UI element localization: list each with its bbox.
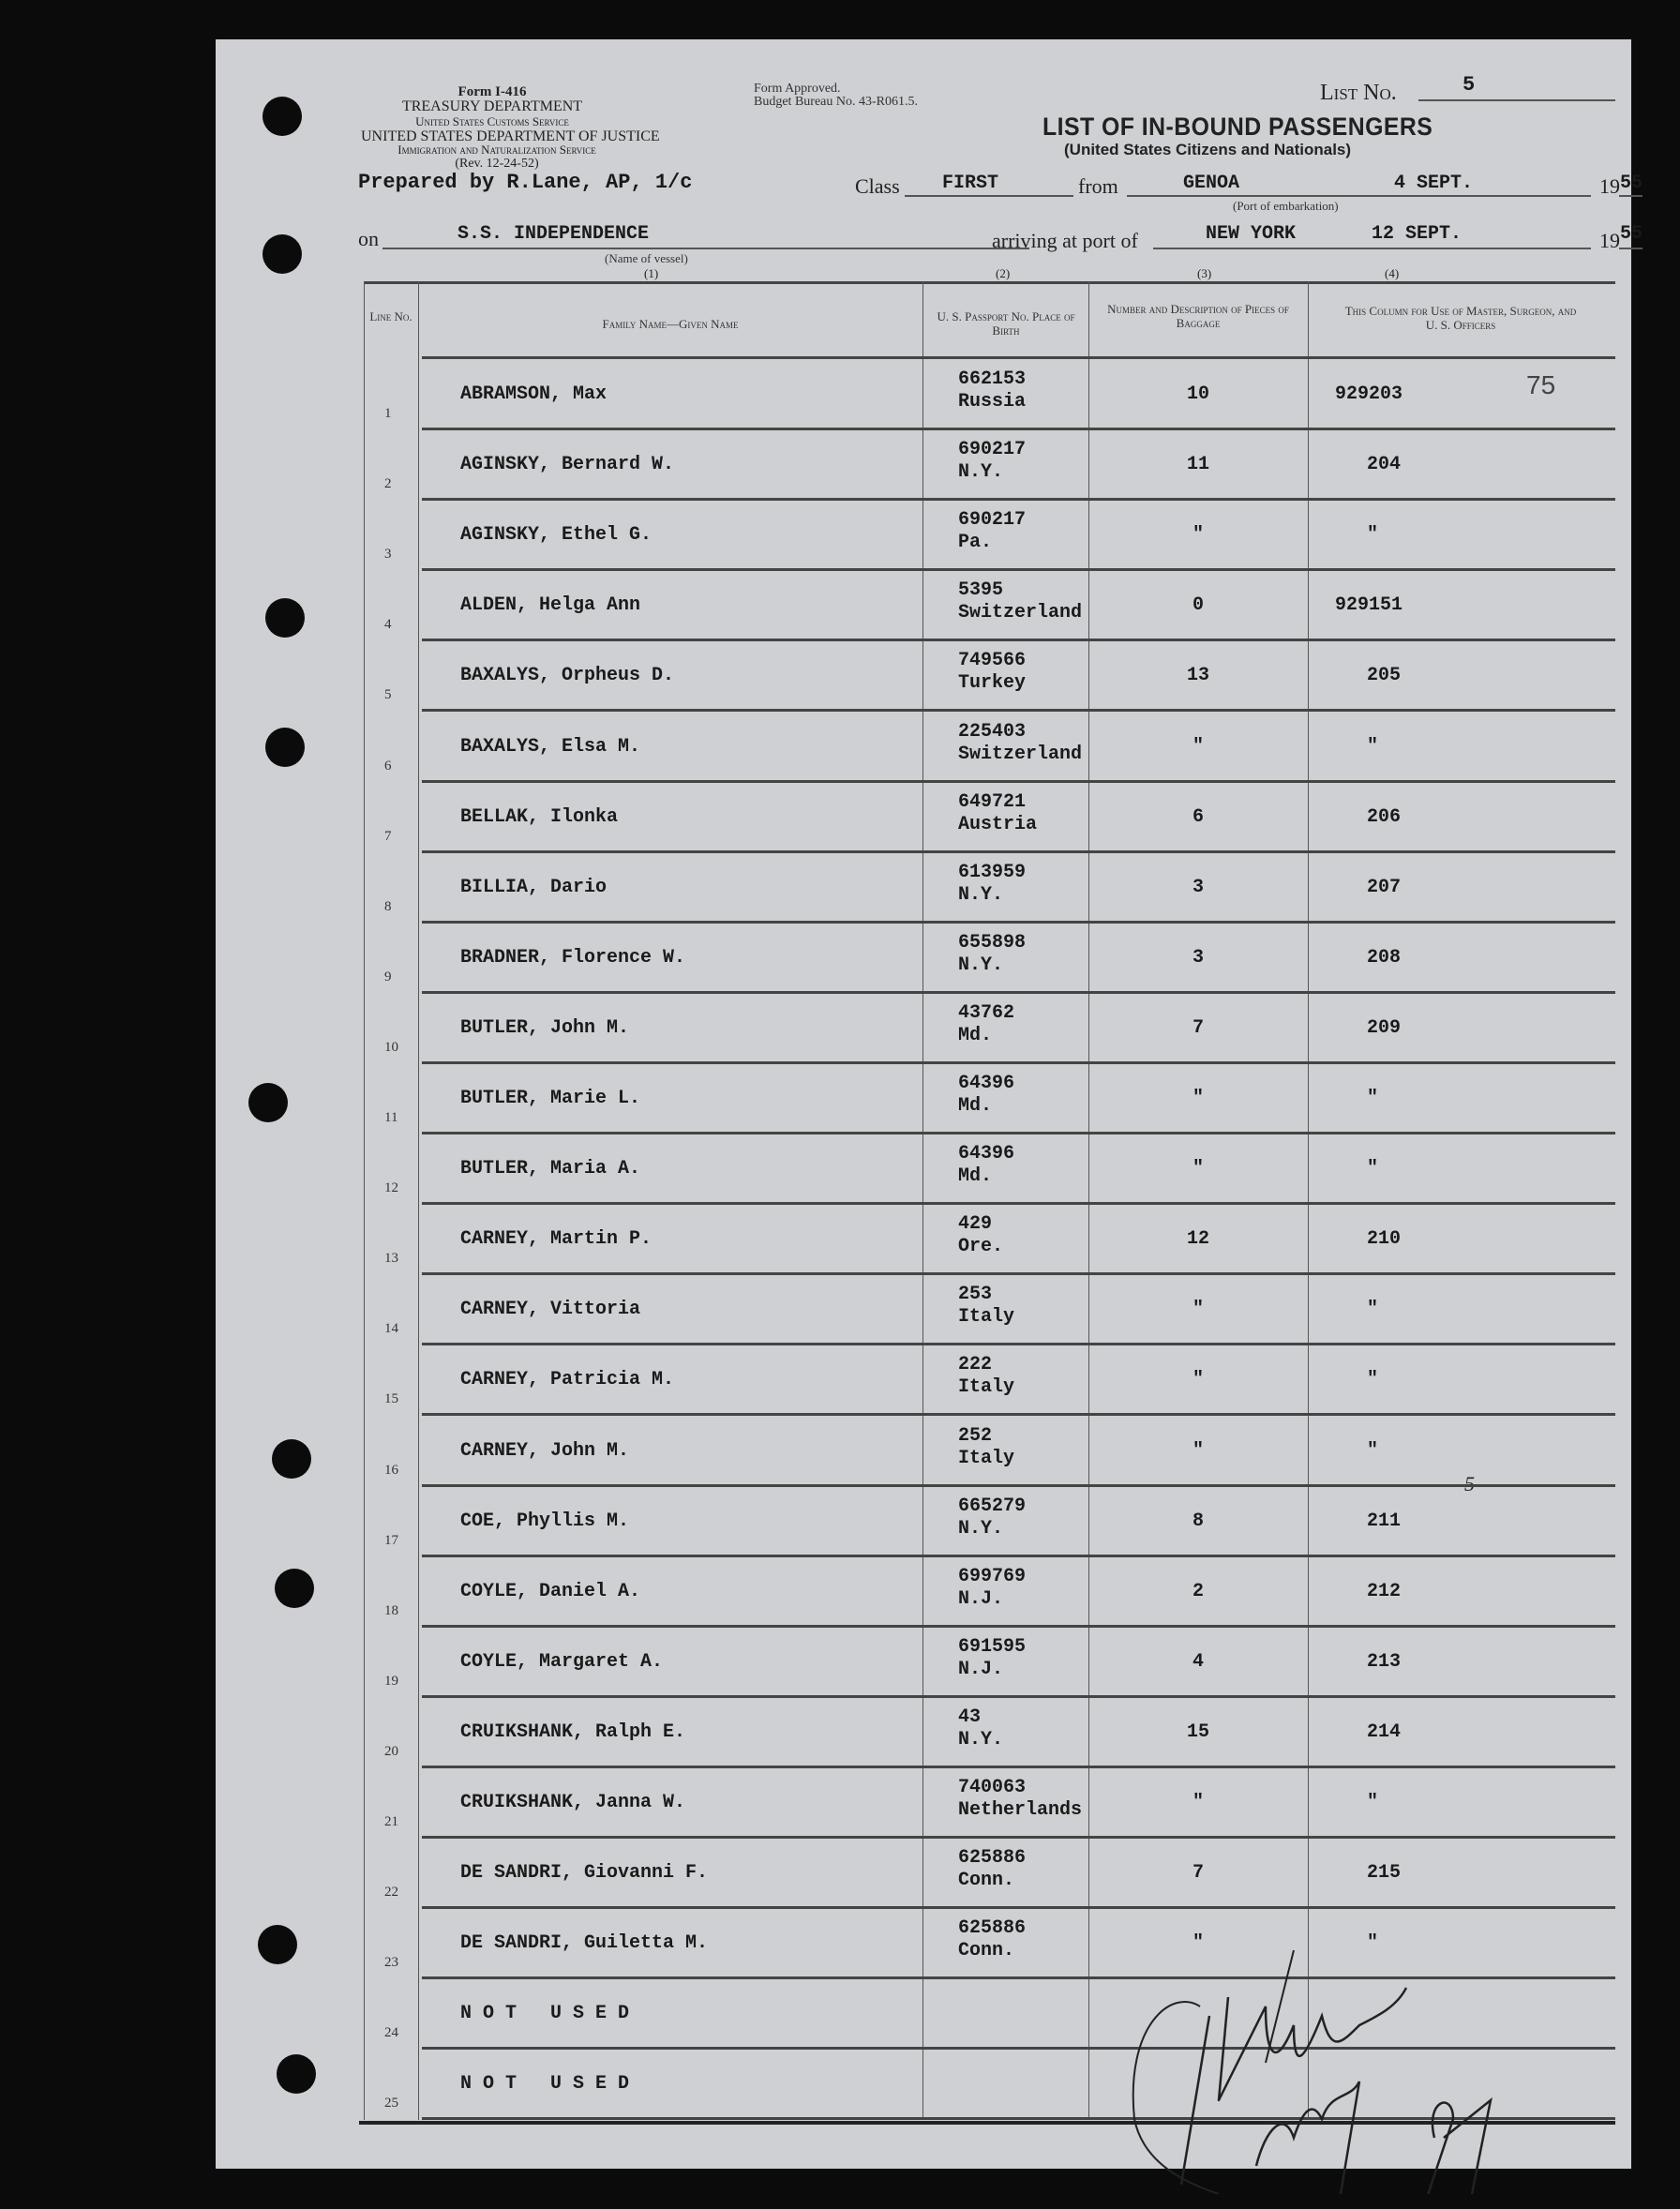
place-of-birth: Netherlands [958, 1799, 1083, 1821]
line-number: 1 [384, 406, 392, 421]
passenger-name: BUTLER, John M. [460, 1016, 630, 1039]
baggage-count: " [1192, 1088, 1204, 1109]
officer-entry: " [1367, 1439, 1379, 1462]
line-number: 6 [384, 758, 392, 774]
passport-number: 740063 [958, 1777, 1027, 1798]
table-row [364, 570, 1615, 640]
dept-justice: UNITED STATES DEPARTMENT OF JUSTICE [361, 128, 660, 144]
class-label: Class [855, 174, 900, 198]
passport-number: 64396 [958, 1143, 1015, 1165]
table-row [364, 923, 1615, 993]
officer-entry: 209 [1367, 1016, 1402, 1039]
passport-number: 690217 [958, 509, 1027, 532]
place-of-birth: N.J. [958, 1658, 1004, 1680]
place-of-birth: Ore. [958, 1236, 1004, 1258]
punch-hole [258, 1925, 297, 1964]
place-of-birth: Switzerland [958, 743, 1083, 765]
line-number: 21 [384, 1814, 398, 1829]
from-year-underline [1619, 195, 1642, 197]
punch-hole [262, 234, 302, 274]
line-number: 4 [384, 617, 392, 633]
table-row [364, 1627, 1615, 1697]
passport-number: 43762 [958, 1001, 1015, 1024]
baggage-count: 6 [1192, 805, 1204, 828]
header-officers: This Column for Use of Master, Surgeon, and U. S. Officers [1344, 304, 1577, 332]
table-row [364, 1063, 1615, 1134]
officer-entry: 204 [1367, 454, 1402, 476]
header-line-no: Line No. [369, 309, 412, 323]
passenger-name: BILLIA, Dario [460, 876, 608, 898]
arrival-year-underline [1619, 248, 1642, 249]
place-of-birth: N.Y. [958, 954, 1004, 976]
line-number: 20 [384, 1743, 398, 1759]
baggage-count: 3 [1192, 946, 1204, 969]
col-num-4: (4) [1385, 266, 1400, 280]
passenger-name: BUTLER, Marie L. [460, 1088, 641, 1109]
baggage-count: 15 [1186, 1721, 1209, 1743]
port-caption: (Port of embarkation) [1233, 199, 1339, 213]
passenger-name: DE SANDRI, Guiletta M. [460, 1932, 709, 1955]
table-row [364, 1556, 1615, 1627]
class-underline [905, 195, 1073, 197]
on-label: on [358, 227, 379, 250]
page-title: LIST OF IN-BOUND PASSENGERS [1042, 113, 1433, 141]
dept-treasury: TREASURY DEPARTMENT [401, 98, 583, 114]
table-row [364, 1838, 1615, 1908]
passport-number: 649721 [958, 790, 1027, 813]
line-number: 16 [384, 1462, 398, 1478]
passport-number: 625886 [958, 1917, 1027, 1940]
passport-number: 655898 [958, 931, 1027, 954]
from-label: from [1078, 174, 1118, 198]
prepared-by: Prepared by R.Lane, AP, 1/c [358, 171, 693, 194]
list-no-underline [1418, 99, 1615, 101]
from-year-prefix: 19 [1599, 174, 1620, 198]
baggage-count: 2 [1192, 1580, 1204, 1602]
passport-number: 662153 [958, 368, 1027, 390]
baggage-count: 7 [1192, 1862, 1204, 1885]
table-row [364, 359, 1615, 429]
header-rule [422, 356, 1615, 359]
baggage-count: " [1192, 1792, 1204, 1813]
baggage-count: 7 [1192, 1016, 1204, 1039]
officer-entry: " [1367, 1299, 1379, 1321]
form-revision: (Rev. 12-24-52) [455, 157, 539, 171]
officer-entry: 205 [1367, 665, 1402, 687]
passport-number: 222 [958, 1354, 993, 1376]
baggage-count: " [1192, 1439, 1204, 1462]
passport-number: 613959 [958, 861, 1027, 883]
officer-note: 75 [1526, 370, 1556, 399]
dept-treasury-sub: United States Customs Service [415, 114, 569, 128]
baggage-count: " [1192, 1158, 1204, 1180]
vessel-caption: (Name of vessel) [605, 251, 688, 265]
header-baggage: Number and Description of Pieces of Baggage [1107, 302, 1289, 330]
officer-entry: 213 [1367, 1650, 1402, 1673]
place-of-birth: Turkey [958, 672, 1027, 695]
place-of-birth: Italy [958, 1306, 1015, 1329]
place-of-birth: Italy [958, 1447, 1015, 1469]
officer-entry: 211 [1367, 1510, 1402, 1532]
passenger-name: CARNEY, Martin P. [460, 1228, 652, 1251]
line-number: 5 [384, 687, 392, 703]
punch-hole [262, 97, 302, 136]
passenger-table [364, 281, 1615, 2124]
baggage-count: 3 [1192, 876, 1204, 898]
list-no-label: List No. [1320, 81, 1397, 105]
line-number: 17 [384, 1532, 398, 1548]
officer-entry: " [1367, 1369, 1379, 1391]
line-number: 25 [384, 2096, 398, 2111]
passenger-name: COYLE, Margaret A. [460, 1650, 664, 1673]
budget-bureau: Budget Bureau No. 43-R061.5. [754, 95, 918, 109]
passport-number: 625886 [958, 1847, 1027, 1870]
place-of-birth: Md. [958, 1095, 993, 1117]
from-year: 55 [1620, 173, 1643, 194]
passport-number: 690217 [958, 439, 1027, 461]
line-number: 10 [384, 1039, 398, 1055]
vessel-underline [382, 248, 1029, 249]
line-number: 8 [384, 898, 392, 914]
line-number: 15 [384, 1391, 398, 1407]
passenger-name: AGINSKY, Bernard W. [460, 454, 675, 476]
passenger-name: N O T U S E D [460, 2003, 630, 2025]
baggage-count: 11 [1186, 454, 1209, 476]
passport-number: 252 [958, 1424, 993, 1447]
dept-justice-sub: Immigration and Naturalization Service [398, 143, 596, 157]
line-number: 18 [384, 1602, 398, 1618]
table-row [364, 1767, 1615, 1838]
officer-entry: 929203 [1335, 383, 1403, 405]
table-row [364, 429, 1615, 500]
place-of-birth: N.Y. [958, 461, 1004, 484]
place-of-birth: Austria [958, 813, 1038, 835]
officer-entry: " [1367, 1792, 1379, 1813]
place-of-birth: Switzerland [958, 602, 1083, 624]
place-of-birth: Conn. [958, 1940, 1015, 1962]
punch-hole [272, 1439, 311, 1479]
form-number: Form I-416 [458, 84, 527, 99]
place-of-birth: Md. [958, 1024, 993, 1046]
list-no-value: 5 [1462, 73, 1476, 97]
punch-hole [275, 1569, 314, 1608]
baggage-count: 8 [1192, 1510, 1204, 1532]
table-row [364, 712, 1615, 782]
from-port: GENOA [1183, 173, 1240, 194]
place-of-birth: Italy [958, 1376, 1015, 1399]
passport-number: 699769 [958, 1565, 1027, 1587]
passport-number: 43 [958, 1706, 982, 1728]
table-row [364, 1204, 1615, 1274]
col-num-1: (1) [644, 266, 659, 280]
table-row [364, 1416, 1615, 1486]
line-number: 24 [384, 2025, 398, 2041]
baggage-count: 12 [1186, 1228, 1209, 1251]
place-of-birth: N.J. [958, 1587, 1004, 1610]
line-number: 3 [384, 547, 392, 563]
passenger-name: BRADNER, Florence W. [460, 946, 686, 969]
header-name: Family Name—Given Name [602, 317, 739, 331]
vessel-name: S.S. INDEPENDENCE [458, 223, 650, 245]
table-row [364, 500, 1615, 570]
table-row [364, 782, 1615, 852]
baggage-count: " [1192, 735, 1204, 758]
line-number: 14 [384, 1321, 398, 1337]
officer-entry: 208 [1367, 946, 1402, 969]
officer-entry: 212 [1367, 1580, 1402, 1602]
officer-entry: " [1367, 735, 1379, 758]
officer-entry: 206 [1367, 805, 1402, 828]
passport-number: 64396 [958, 1073, 1015, 1094]
passport-number: 253 [958, 1284, 993, 1306]
officer-entry: 929151 [1335, 594, 1403, 617]
place-of-birth: Russia [958, 391, 1027, 413]
place-of-birth: N.Y. [958, 1728, 1004, 1751]
col-num-2: (2) [996, 266, 1011, 280]
officer-entry: " [1367, 524, 1379, 547]
passenger-name: ALDEN, Helga Ann [460, 594, 641, 617]
from-underline [1127, 195, 1591, 197]
baggage-count: 13 [1186, 665, 1209, 687]
passport-number: 691595 [958, 1635, 1027, 1658]
officer-entry: 210 [1367, 1228, 1402, 1251]
baggage-count: " [1192, 1932, 1204, 1955]
punch-hole [265, 728, 305, 767]
line-number: 9 [384, 969, 392, 984]
baggage-count: " [1192, 524, 1204, 547]
line-number: 11 [384, 1110, 398, 1125]
passport-number: 5395 [958, 579, 1004, 602]
place-of-birth: Conn. [958, 1870, 1015, 1892]
line-number: 22 [384, 1885, 398, 1901]
place-of-birth: N.Y. [958, 1517, 1004, 1540]
punch-hole [277, 2054, 316, 2094]
baggage-count: " [1192, 1299, 1204, 1321]
passenger-name: COE, Phyllis M. [460, 1510, 630, 1532]
table-row [364, 640, 1615, 711]
passport-number: 665279 [958, 1495, 1027, 1517]
table-row [364, 1134, 1615, 1204]
officer-entry: 215 [1367, 1862, 1402, 1885]
passenger-name: BUTLER, Maria A. [460, 1158, 641, 1180]
line-number: 19 [384, 1673, 398, 1689]
place-of-birth: Pa. [958, 532, 993, 554]
passenger-name: CARNEY, Patricia M. [460, 1369, 675, 1391]
passenger-name: N O T U S E D [460, 2073, 630, 2096]
officer-entry: 207 [1367, 876, 1402, 898]
line-number: 23 [384, 1955, 398, 1971]
table-row [364, 1345, 1615, 1415]
arrival-port: NEW YORK [1206, 223, 1297, 245]
class-value: FIRST [942, 173, 999, 194]
officer-entry: " [1367, 1158, 1379, 1180]
passenger-name: CRUIKSHANK, Ralph E. [460, 1721, 686, 1743]
passenger-name: AGINSKY, Ethel G. [460, 524, 652, 547]
punch-hole [248, 1083, 288, 1122]
table-row [364, 1274, 1615, 1345]
passport-number: 749566 [958, 650, 1027, 672]
passenger-name: COYLE, Daniel A. [460, 1580, 641, 1602]
baggage-count: 0 [1192, 594, 1204, 617]
passenger-name: CARNEY, Vittoria [460, 1299, 641, 1321]
line-number: 12 [384, 1180, 398, 1196]
place-of-birth: Md. [958, 1165, 993, 1188]
col-num-3: (3) [1197, 266, 1212, 280]
passport-number: 225403 [958, 720, 1027, 743]
baggage-count: " [1192, 1369, 1204, 1391]
arriving-label: arriving at port of [992, 229, 1138, 252]
officer-entry: 214 [1367, 1721, 1402, 1743]
arrival-year-prefix: 19 [1599, 229, 1620, 252]
passenger-name: BAXALYS, Orpheus D. [460, 665, 675, 687]
baggage-count: 4 [1192, 1650, 1204, 1673]
passenger-name: CRUIKSHANK, Janna W. [460, 1792, 686, 1813]
officer-entry: " [1367, 1088, 1379, 1109]
table-row [364, 993, 1615, 1063]
officer-signature [984, 1950, 1547, 2194]
officer-entry: " [1367, 1932, 1379, 1955]
punch-hole [265, 598, 305, 638]
line-number: 13 [384, 1251, 398, 1267]
table-row [364, 1486, 1615, 1556]
table-row [364, 852, 1615, 923]
page-subtitle: (United States Citizens and Nationals) [1064, 141, 1352, 158]
table-row [364, 1697, 1615, 1767]
from-date: 4 SEPT. [1394, 173, 1474, 194]
passenger-name: CARNEY, John M. [460, 1439, 630, 1462]
passport-number: 429 [958, 1213, 993, 1236]
place-of-birth: N.Y. [958, 883, 1004, 906]
passenger-name: ABRAMSON, Max [460, 383, 608, 405]
table-top-rule [364, 281, 1615, 284]
baggage-count: 10 [1186, 383, 1209, 405]
passenger-name: BAXALYS, Elsa M. [460, 735, 641, 758]
arrival-date: 12 SEPT. [1372, 223, 1462, 245]
line-number: 2 [384, 476, 392, 492]
passenger-name: DE SANDRI, Giovanni F. [460, 1862, 709, 1885]
passenger-name: BELLAK, Ilonka [460, 805, 619, 828]
arrival-year: 55 [1620, 223, 1643, 245]
line-number: 7 [384, 828, 392, 844]
form-approved: Form Approved. [754, 82, 841, 96]
header-passport: U. S. Passport No. Place of Birth [937, 309, 1075, 338]
arrival-underline [1153, 248, 1591, 249]
